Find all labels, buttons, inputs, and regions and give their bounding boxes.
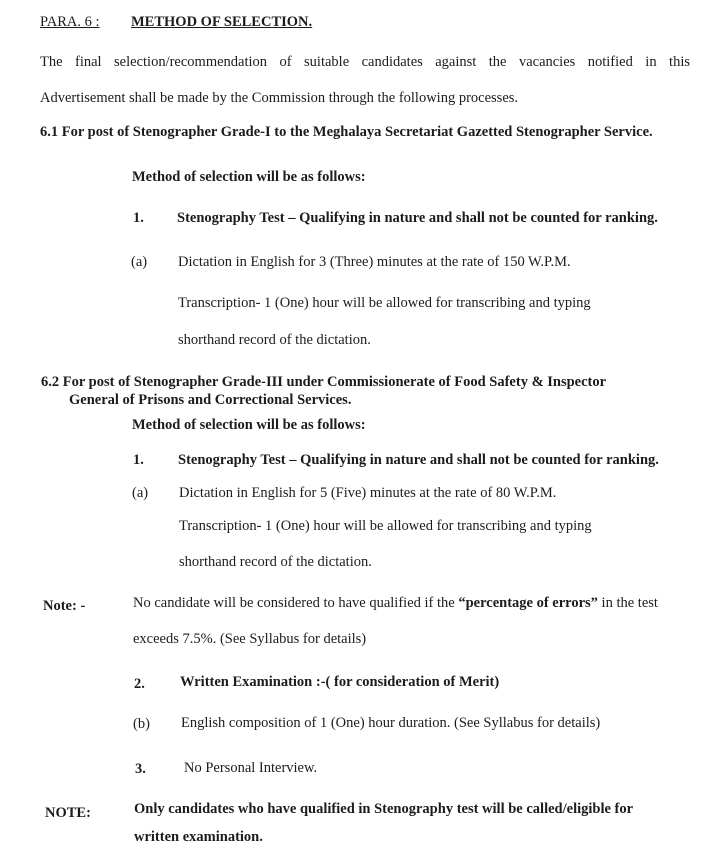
item3-text: No Personal Interview. <box>184 760 318 776</box>
final-note-line2: written examination. <box>134 829 263 845</box>
note-text-emphasis: “percentage of errors” <box>458 595 598 611</box>
final-note-line1: Only candidates who have qualified in Stenography test will be called/eligible for <box>134 801 634 817</box>
final-note-label: NOTE: <box>45 805 91 821</box>
item-b-number: (b) <box>133 716 150 732</box>
section-6-2-item-a-number: (a) <box>132 485 149 501</box>
item2-text: Written Examination :-( for consideration of Merit) <box>180 674 500 690</box>
note-text-line2: exceeds 7.5%. (See Syllabus for details) <box>133 631 367 647</box>
item-b-text: English composition of 1 (One) hour duration. (See Syllabus for details) <box>181 715 601 731</box>
item3-number: 3. <box>135 761 146 777</box>
note-text-pre: No candidate will be considered to have qualified if the <box>133 595 459 611</box>
section-6-1-item-a-number: (a) <box>131 254 148 270</box>
section-6-1-transcription-line1: Transcription- 1 (One) hour will be allowed for transcribing and typing <box>178 295 591 311</box>
item2-number: 2. <box>134 676 145 692</box>
section-6-2-item1-text: Stenography Test – Qualifying in nature and shall not be counted for ranking. <box>178 452 659 468</box>
section-6-1-method-label: Method of selection will be as follows: <box>132 169 366 185</box>
section-6-1-item1-number: 1. <box>133 210 144 226</box>
section-6-1-item-a-text: Dictation in English for 3 (Three) minutes at the rate of 150 W.P.M. <box>178 254 571 270</box>
section-6-1-transcription-line2: shorthand record of the dictation. <box>178 332 371 348</box>
page-title: METHOD OF SELECTION. <box>131 14 313 30</box>
section-6-1-item1-text: Stenography Test – Qualifying in nature and shall not be counted for ranking. <box>177 210 658 226</box>
section-6-2-heading-line2: General of Prisons and Correctional Services. <box>69 392 352 408</box>
section-6-1-heading: 6.1 For post of Stenographer Grade-I to the Meghalaya Secretariat Gazetted Stenographer Service. <box>40 124 653 140</box>
para-label: PARA. 6 : <box>40 14 100 30</box>
section-6-2-item1-number: 1. <box>133 452 144 468</box>
note-text-line1 <box>133 594 658 612</box>
section-6-2-transcription-line1: Transcription- 1 (One) hour will be allowed for transcribing and typing <box>179 518 592 534</box>
section-6-2-item-a-text: Dictation in English for 5 (Five) minutes at the rate of 80 W.P.M. <box>179 485 557 501</box>
section-6-2-heading-line1: 6.2 For post of Stenographer Grade-III under Commissionerate of Food Safety & Inspector <box>41 374 607 390</box>
note-label: Note: - <box>43 598 86 614</box>
intro-paragraph-line1: The final selection/recommendation of suitable candidates against the vacancies notified in this <box>40 54 690 70</box>
section-6-2-method-label: Method of selection will be as follows: <box>132 417 366 433</box>
intro-paragraph-line2: Advertisement shall be made by the Commission through the following processes. <box>40 90 519 106</box>
section-6-2-transcription-line2: shorthand record of the dictation. <box>179 554 372 570</box>
note-text-post: in the test <box>597 595 658 611</box>
